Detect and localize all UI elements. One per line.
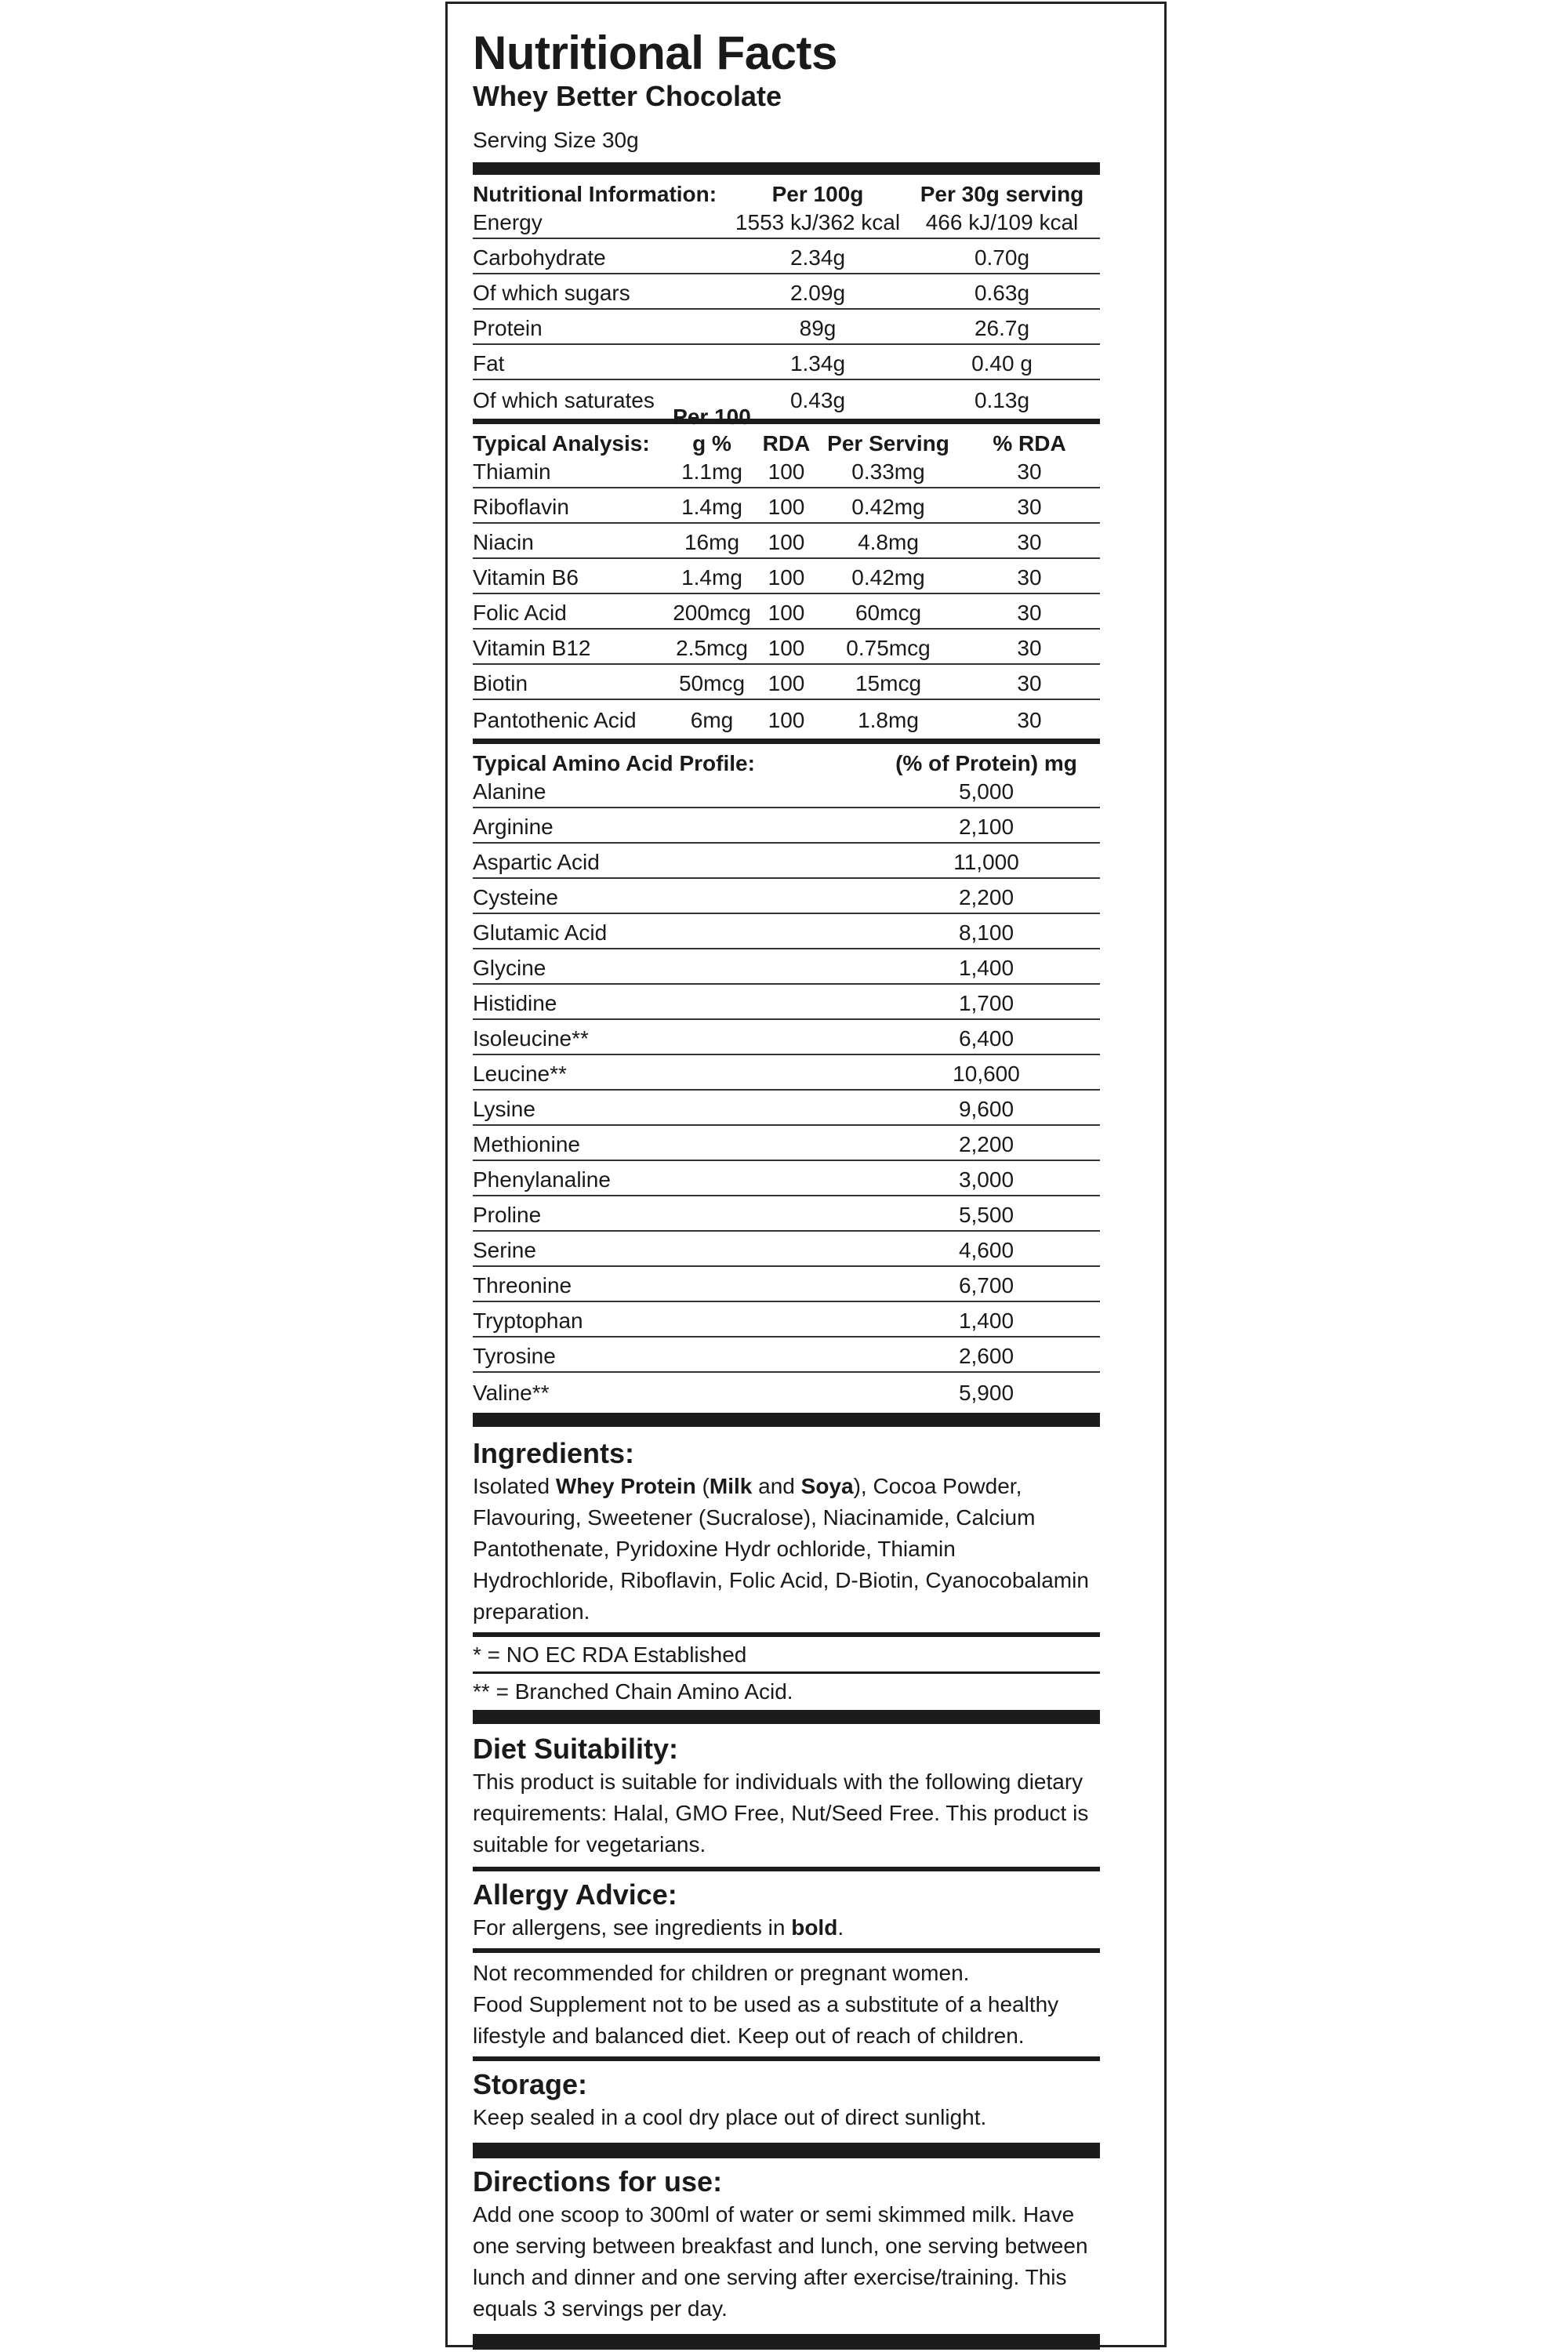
allergy-text <box>473 1912 1100 1944</box>
amino-value: 2,100 <box>958 815 1014 839</box>
vitamin-name: Niacin <box>473 530 534 554</box>
label-content <box>473 26 1100 2350</box>
amino-name: Tyrosine <box>473 1344 556 1368</box>
analysis-header-rda: RDA <box>762 431 811 456</box>
table-row <box>473 630 1100 665</box>
table-row <box>473 879 1100 914</box>
amino-value: 2,200 <box>958 885 1014 909</box>
vitamin-rda: 100 <box>768 565 805 590</box>
allergy-part: . <box>837 1915 844 1940</box>
nutrient-per100: 1.34g <box>789 351 846 376</box>
table-row <box>473 665 1100 700</box>
vitamin-pct-rda: 30 <box>1017 636 1042 660</box>
allergy-heading: Allergy Advice: <box>473 1878 677 1911</box>
vitamin-per100: 200mcg <box>673 601 751 625</box>
vitamin-per100: 1.4mg <box>681 565 742 590</box>
table-row <box>473 594 1100 630</box>
nutrient-name: Fat <box>473 351 505 376</box>
vitamin-rda: 100 <box>768 671 805 695</box>
analysis-header-per100: Per 100 g % <box>673 405 751 456</box>
amino-name: Arginine <box>473 815 554 839</box>
vitamin-perserving: 15mcg <box>855 671 922 695</box>
nutrition-header-label: Nutritional Information: <box>473 182 717 206</box>
analysis-header <box>473 405 1100 457</box>
divider-bar <box>473 1710 1100 1724</box>
nutrient-name: Energy <box>473 210 543 234</box>
warning-line-1: Not recommended for children or pregnant women. <box>473 1961 970 1985</box>
nutrition-table <box>473 180 1100 416</box>
table-row <box>473 1126 1100 1161</box>
vitamin-name: Folic Acid <box>473 601 567 625</box>
amino-value: 5,900 <box>958 1381 1014 1405</box>
amino-value: 6,400 <box>958 1026 1014 1051</box>
vitamin-rda: 100 <box>768 636 805 660</box>
table-row <box>473 274 1100 310</box>
table-row <box>473 949 1100 985</box>
amino-value: 2,200 <box>958 1132 1014 1156</box>
vitamin-pct-rda: 30 <box>1017 671 1042 695</box>
amino-value: 9,600 <box>958 1097 1014 1121</box>
ingredients-part: ( <box>695 1474 710 1498</box>
nutrition-header-perserving: Per 30g serving <box>920 182 1084 206</box>
vitamin-name: Pantothenic Acid <box>473 708 637 732</box>
nutrition-label-panel <box>445 2 1167 2347</box>
diet-heading: Diet Suitability: <box>473 1733 679 1765</box>
storage-section <box>473 2067 1100 2133</box>
analysis-table <box>473 405 1100 735</box>
vitamin-per100: 6mg <box>690 708 734 732</box>
directions-text: Add one scoop to 300ml of water or semi skimmed milk. Have one serving between breakfast and lunch, one serving between lunch and dinner and one serving after exercise/training. This equals 3 servings per day. <box>473 2202 1088 2321</box>
nutrient-name: Carbohydrate <box>473 245 606 270</box>
amino-value: 8,100 <box>958 920 1014 945</box>
amino-value: 11,000 <box>953 850 1019 874</box>
vitamin-pct-rda: 30 <box>1017 601 1042 625</box>
amino-value: 1,400 <box>958 1308 1014 1333</box>
nutrient-perserving: 0.70g <box>974 245 1030 270</box>
table-row <box>473 1302 1100 1338</box>
vitamin-name: Vitamin B12 <box>473 636 591 660</box>
allergy-part: For allergens, see ingredients in <box>473 1915 792 1940</box>
vitamin-pct-rda: 30 <box>1017 459 1042 484</box>
vitamin-perserving: 4.8mg <box>858 530 919 554</box>
nutrient-name: Of which saturates <box>473 388 655 412</box>
vitamin-rda: 100 <box>768 530 805 554</box>
table-row <box>473 1196 1100 1232</box>
table-row <box>473 844 1100 879</box>
serving-size: Serving Size 30g <box>473 128 639 152</box>
nutrient-per100: 2.09g <box>789 281 846 305</box>
table-row <box>473 559 1100 594</box>
product-name: Whey Better Chocolate <box>473 80 782 112</box>
amino-name: Valine** <box>473 1381 550 1405</box>
amino-name: Proline <box>473 1203 542 1227</box>
storage-text: Keep sealed in a cool dry place out of direct sunlight. <box>473 2105 987 2129</box>
vitamin-name: Biotin <box>473 671 528 695</box>
table-row <box>473 457 1100 488</box>
amino-name: Glycine <box>473 956 546 980</box>
table-row <box>473 1161 1100 1196</box>
amino-name: Methionine <box>473 1132 580 1156</box>
amino-name: Threonine <box>473 1273 572 1298</box>
divider-bar <box>473 1867 1100 1871</box>
table-row <box>473 914 1100 949</box>
vitamin-rda: 100 <box>768 601 805 625</box>
vitamin-perserving: 0.75mcg <box>846 636 931 660</box>
nutrient-perserving: 0.40 g <box>971 351 1033 376</box>
amino-value: 2,600 <box>958 1344 1014 1368</box>
page-title: Nutritional Facts <box>473 27 837 79</box>
divider-bar <box>473 1413 1100 1427</box>
vitamin-pct-rda: 30 <box>1017 530 1042 554</box>
table-row <box>473 1232 1100 1267</box>
amino-name: Isoleucine** <box>473 1026 589 1051</box>
nutrient-name: Protein <box>473 316 543 340</box>
table-row <box>473 239 1100 274</box>
table-row <box>473 1373 1100 1408</box>
amino-name: Glutamic Acid <box>473 920 608 945</box>
amino-name: Lysine <box>473 1097 535 1121</box>
nutrition-header-per100: Per 100g <box>771 182 864 206</box>
nutrient-perserving: 0.63g <box>974 281 1030 305</box>
amino-name: Phenylanaline <box>473 1167 611 1192</box>
analysis-header-label: Typical Analysis: <box>473 431 650 456</box>
amino-name: Cysteine <box>473 885 558 909</box>
amino-name: Alanine <box>473 779 546 804</box>
amino-value: 6,700 <box>958 1273 1014 1298</box>
divider-bar <box>473 2334 1100 2350</box>
amino-acid-table <box>473 749 1100 1408</box>
amino-value: 10,600 <box>953 1062 1020 1086</box>
vitamin-per100: 50mcg <box>678 671 746 695</box>
amino-name: Aspartic Acid <box>473 850 600 874</box>
warning-section <box>473 1958 1100 2052</box>
ingredients-heading: Ingredients: <box>473 1437 635 1469</box>
vitamin-name: Riboflavin <box>473 495 569 519</box>
vitamin-rda: 100 <box>768 459 805 484</box>
vitamin-perserving: 1.8mg <box>858 708 919 732</box>
table-row <box>473 1020 1100 1055</box>
table-row <box>473 345 1100 380</box>
allergy-section <box>473 1878 1100 1944</box>
directions-heading: Directions for use: <box>473 2165 723 2198</box>
vitamin-rda: 100 <box>768 495 805 519</box>
vitamin-rda: 100 <box>768 708 805 732</box>
amino-header-label: Typical Amino Acid Profile: <box>473 751 755 775</box>
vitamin-perserving: 0.42mg <box>851 565 925 590</box>
allergen-bold: Milk <box>709 1474 753 1498</box>
amino-name: Leucine** <box>473 1062 567 1086</box>
divider-bar <box>473 1948 1100 1953</box>
nutrient-per100: 1553 kJ/362 kcal <box>735 210 901 234</box>
divider-bar <box>473 162 1100 175</box>
nutrition-header <box>473 180 1100 208</box>
table-row <box>473 1091 1100 1126</box>
amino-header-value: (% of Protein) mg <box>895 751 1077 775</box>
divider-bar <box>473 419 1100 424</box>
table-row <box>473 1338 1100 1373</box>
table-row <box>473 208 1100 239</box>
table-row <box>473 524 1100 559</box>
table-row <box>473 985 1100 1020</box>
vitamin-perserving: 0.42mg <box>851 495 925 519</box>
amino-value: 5,500 <box>958 1203 1014 1227</box>
allergy-bold-word: bold <box>791 1915 838 1940</box>
vitamin-name: Thiamin <box>473 459 551 484</box>
divider-bar <box>473 2143 1100 2158</box>
amino-name: Tryptophan <box>473 1308 583 1333</box>
amino-value: 4,600 <box>958 1238 1014 1262</box>
amino-value: 3,000 <box>958 1167 1014 1192</box>
nutrient-per100: 89g <box>799 316 837 340</box>
table-row <box>473 488 1100 524</box>
table-row <box>473 380 1100 416</box>
ingredients-section <box>473 1436 1100 1628</box>
vitamin-per100: 16mg <box>684 530 740 554</box>
diet-text: This product is suitable for individuals with the following dietary requirements: Halal, GMO Free, Nut/Seed Free. This product is suitable for vegetarians. <box>473 1769 1089 1857</box>
ingredients-part: ), Cocoa Powder, Flavouring, Sweetener (Sucralose), Niacinamide, Calcium Pantothenate, Pyridoxine Hydr ochloride, Thiamin Hydrochloride, Riboflavin, Folic Acid, D-Biotin, Cyanocobalamin preparation. <box>473 1474 1089 1624</box>
ingredients-part: and <box>752 1474 801 1498</box>
table-row <box>473 808 1100 844</box>
amino-value: 1,700 <box>958 991 1014 1015</box>
diet-section <box>473 1732 1100 1860</box>
footnote-rda: * = NO EC RDA Established <box>473 1642 747 1667</box>
nutrient-perserving: 466 kJ/109 kcal <box>925 210 1079 234</box>
directions-section <box>473 2165 1100 2325</box>
warning-line-2: Food Supplement not to be used as a substitute of a healthy lifestyle and balanced diet. Keep out of reach of children. <box>473 1992 1059 2048</box>
analysis-header-pct-rda: % RDA <box>993 431 1066 456</box>
vitamin-per100: 1.1mg <box>681 459 742 484</box>
allergen-bold: Soya <box>800 1474 854 1498</box>
vitamin-pct-rda: 30 <box>1017 708 1042 732</box>
nutrient-perserving: 26.7g <box>974 316 1030 340</box>
footnote-bcaa: ** = Branched Chain Amino Acid. <box>473 1679 793 1704</box>
vitamin-perserving: 0.33mg <box>851 459 925 484</box>
amino-header <box>473 749 1100 777</box>
amino-name: Serine <box>473 1238 536 1262</box>
table-row <box>473 310 1100 345</box>
nutrient-name: Of which sugars <box>473 281 630 305</box>
vitamin-pct-rda: 30 <box>1017 495 1042 519</box>
nutrient-per100: 0.43g <box>789 388 846 412</box>
vitamin-per100: 1.4mg <box>681 495 742 519</box>
storage-heading: Storage: <box>473 2068 588 2100</box>
ingredients-part: Isolated <box>473 1474 556 1498</box>
table-row <box>473 700 1100 735</box>
allergen-bold: Whey Protein <box>555 1474 696 1498</box>
amino-value: 5,000 <box>958 779 1014 804</box>
table-row <box>473 1055 1100 1091</box>
nutrient-per100: 2.34g <box>789 245 846 270</box>
vitamin-per100: 2.5mcg <box>676 636 748 660</box>
vitamin-pct-rda: 30 <box>1017 565 1042 590</box>
table-row <box>473 777 1100 808</box>
amino-value: 1,400 <box>958 956 1014 980</box>
divider-bar <box>473 739 1100 744</box>
amino-name: Histidine <box>473 991 557 1015</box>
ingredients-text <box>473 1471 1100 1628</box>
nutrient-perserving: 0.13g <box>974 388 1030 412</box>
analysis-header-perserving: Per Serving <box>827 431 949 456</box>
vitamin-perserving: 60mcg <box>855 601 922 625</box>
table-row <box>473 1267 1100 1302</box>
divider-bar <box>473 2056 1100 2061</box>
vitamin-name: Vitamin B6 <box>473 565 579 590</box>
